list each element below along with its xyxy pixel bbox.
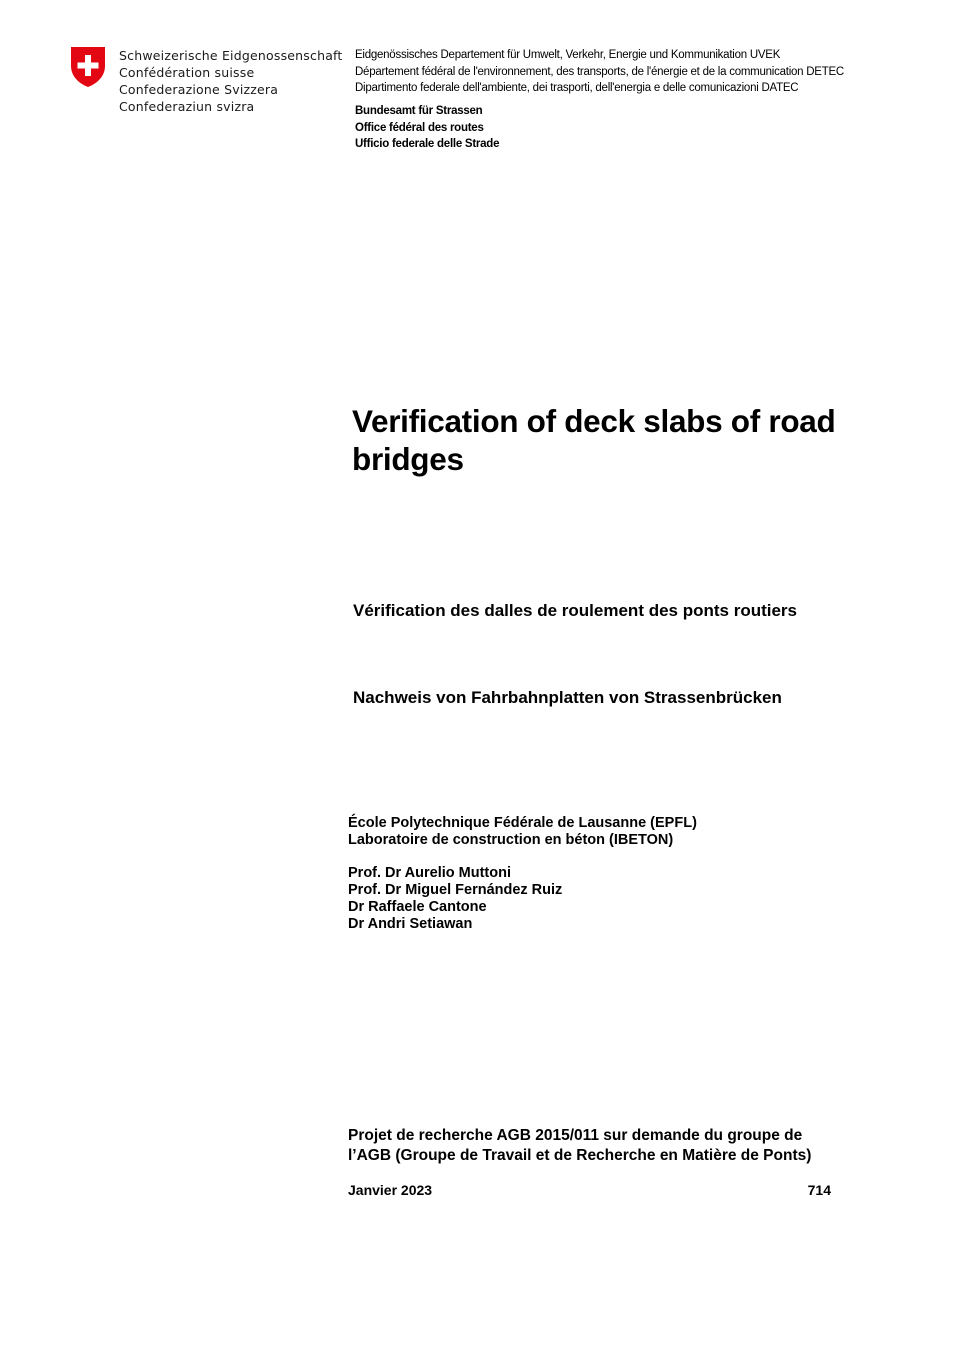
confederation-name-it: Confederazione Svizzera — [119, 82, 279, 97]
report-title: Verification of deck slabs of road bridges — [352, 403, 836, 477]
department-block — [355, 47, 844, 97]
report-number: 714 — [807, 1182, 831, 1198]
author-name: Prof. Dr Aurelio Muttoni — [348, 865, 511, 881]
swiss-coat-of-arms-icon — [70, 46, 106, 88]
department-line-fr: Département fédéral de l'environnement, des transports, de l'énergie et de la communication DETEC — [355, 65, 844, 78]
confederation-name-rm: Confederaziun svizra — [119, 99, 255, 114]
department-line-de: Eidgenössisches Departement für Umwelt, Verkehr, Energie und Kommunikation UVEK — [355, 49, 781, 61]
subtitle-french: Vérification des dalles de roulement des ponts routiers — [353, 601, 798, 620]
subtitle-german: Nachweis von Fahrbahnplatten von Strassenbrücken — [353, 688, 782, 707]
department-line-it: Dipartimento federale dell'ambiente, dei trasporti, dell'energia e delle comunicazioni DATEC — [355, 82, 799, 94]
office-line-de: Bundesamt für Strassen — [355, 105, 483, 117]
office-line-it: Ufficio federale delle Strade — [355, 138, 500, 150]
author-list — [348, 865, 562, 933]
confederation-names — [119, 47, 343, 115]
project-description: Projet de recherche AGB 2015/011 sur demande du groupe de l’AGB (Groupe de Travail et de Recherche en Matière de Ponts) — [348, 1127, 812, 1164]
confederation-name-fr: Confédération suisse — [119, 65, 255, 80]
confederation-name-de: Schweizerische Eidgenossenschaft — [119, 48, 343, 63]
federal-office-block — [355, 103, 499, 153]
publication-date: Janvier 2023 — [348, 1182, 433, 1198]
author-name: Dr Raffaele Cantone — [348, 899, 487, 915]
institution-line: École Polytechnique Fédérale de Lausanne (EPFL) — [348, 815, 697, 831]
institution-block — [348, 815, 697, 849]
author-name: Dr Andri Setiawan — [348, 916, 473, 932]
author-name: Prof. Dr Miguel Fernández Ruiz — [348, 882, 563, 898]
office-line-fr: Office fédéral des routes — [355, 121, 484, 134]
institution-line: Laboratoire de construction en béton (IBETON) — [348, 832, 674, 848]
